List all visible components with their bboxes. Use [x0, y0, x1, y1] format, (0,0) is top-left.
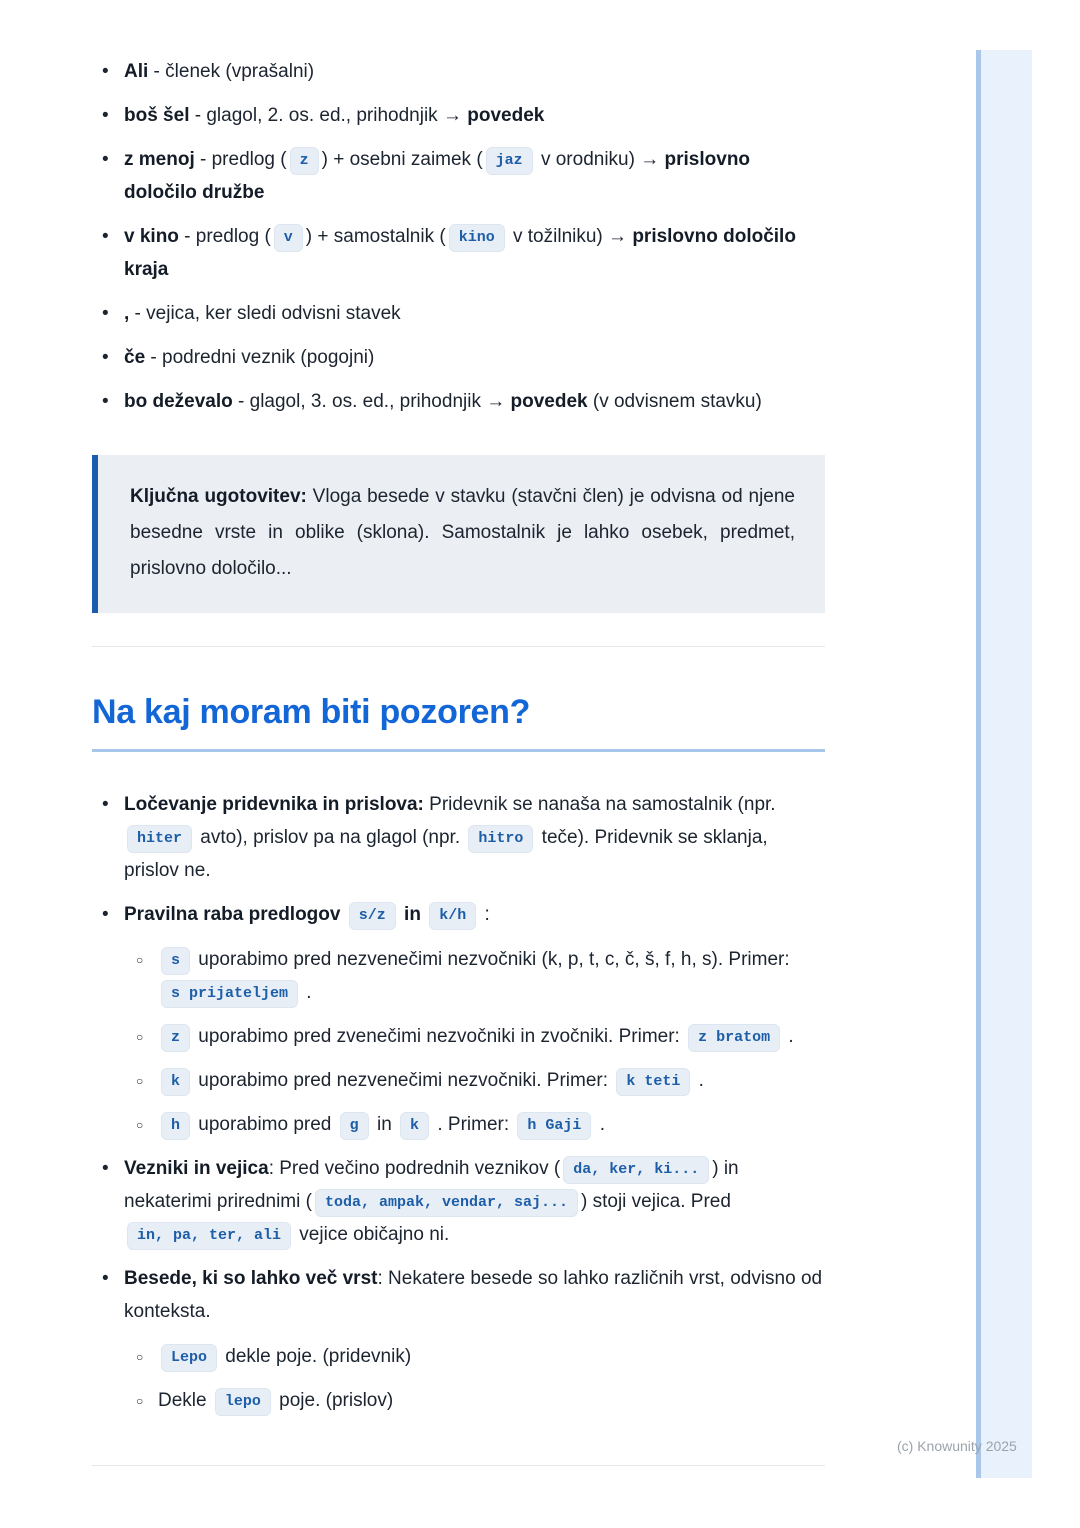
code-chip: k	[400, 1112, 429, 1140]
bold-text: prislovno določilo kraja	[124, 226, 796, 280]
code-chip: Lepo	[161, 1344, 217, 1372]
section-divider-top	[92, 646, 825, 647]
word-analysis-item: • , - vejica, ker sledi odvisni stavek	[124, 297, 825, 330]
attention-item: • Vezniki in vejica: Pred večino podrednih veznikov ( da, ker, ki... ) in nekaterimi prirednimi ( toda, ampak, vendar, saj... ) stoji vejica. Pred in, pa, ter, ali vejice običajno ni.	[124, 1152, 825, 1251]
code-chip: s prijateljem	[161, 980, 298, 1008]
sub-list-item: ○ Lepo dekle poje. (pridevnik)	[158, 1340, 825, 1373]
attention-item: • Pravilna raba predlogov s/z in k/h : ○ s uporabimo pred nezvenečimi nezvočniki (k, p, t, c, č, š, f, h, s). Primer: s prijateljem . ○ z uporabimo pred zvenečimi nezvočniki in zvočniki. Primer: z bratom . ○ k uporabimo pred nezvenečimi nezvočniki. Primer: k teti . ○ h uporabimo pred g in k . Primer: h Gaji .	[124, 898, 825, 1141]
attention-list	[92, 788, 825, 1417]
bold-text: povedek	[510, 391, 588, 412]
code-chip: z bratom	[688, 1024, 780, 1052]
code-chip: kino	[449, 224, 505, 252]
code-chip: v	[274, 224, 303, 252]
code-chip: z	[290, 147, 319, 175]
sub-list-item: ○ Dekle lepo poje. (prislov)	[158, 1384, 825, 1417]
code-chip: h	[161, 1112, 190, 1140]
document-page	[92, 55, 825, 1466]
attention-item: • Ločevanje pridevnika in prislova: Pridevnik se nanaša na samostalnik (npr. hiter avto), prislov pa na glagol (npr. hitro teče). Pridevnik se sklanja, prislov ne.	[124, 788, 825, 887]
bold-text: prislovno določilo družbe	[124, 149, 751, 203]
callout-body: Vloga besede v stavku (stavčni člen) je odvisna od njene besedne vrste in oblike (sklona). Samostalnik je lahko osebek, predmet, prislovno določilo...	[130, 486, 795, 579]
side-scroll-strip[interactable]	[976, 50, 1032, 1478]
callout-text	[130, 479, 795, 587]
code-chip: g	[340, 1112, 369, 1140]
sub-list	[124, 1340, 825, 1417]
code-chip: da, ker, ki...	[563, 1156, 709, 1184]
bold-text: v kino	[124, 226, 179, 247]
bold-text: ,	[124, 303, 130, 324]
word-analysis-item: • z menoj - predlog ( z ) + osebni zaimek ( jaz v orodniku) → prislovno določilo družbe	[124, 143, 825, 209]
code-chip: h Gaji	[517, 1112, 591, 1140]
word-analysis-item: • v kino - predlog ( v ) + samostalnik ( kino v tožilniku) → prislovno določilo kraja	[124, 220, 825, 286]
bold-text: Pravilna raba predlogov	[124, 904, 341, 925]
code-chip: z	[161, 1024, 190, 1052]
word-analysis-item: • če - podredni veznik (pogojni)	[124, 341, 825, 374]
word-analysis-list	[92, 55, 825, 418]
sub-list	[124, 943, 825, 1141]
code-chip: k/h	[429, 902, 476, 930]
code-chip: jaz	[486, 147, 533, 175]
code-chip: in, pa, ter, ali	[127, 1222, 291, 1250]
attention-item: • Besede, ki so lahko več vrst: Nekatere besede so lahko različnih vrst, odvisno od konteksta. ○ Lepo dekle poje. (pridevnik) ○ Dekle lepo poje. (prislov)	[124, 1262, 825, 1417]
code-chip: k	[161, 1068, 190, 1096]
sub-list-item: ○ z uporabimo pred zvenečimi nezvočniki in zvočniki. Primer: z bratom .	[158, 1020, 825, 1053]
word-analysis-item: • boš šel - glagol, 2. os. ed., prihodnjik → povedek	[124, 99, 825, 132]
bold-text: in	[404, 904, 421, 925]
bold-text: Besede, ki so lahko več vrst	[124, 1268, 378, 1289]
section-divider-bottom	[92, 1465, 825, 1466]
bold-text: bo deževalo	[124, 391, 233, 412]
attention-section	[92, 788, 825, 1417]
bold-text: Vezniki in vejica	[124, 1158, 269, 1179]
sub-list-item: ○ s uporabimo pred nezvenečimi nezvočniki (k, p, t, c, č, š, f, h, s). Primer: s prijateljem .	[158, 943, 825, 1009]
sub-list-item: ○ h uporabimo pred g in k . Primer: h Gaji .	[158, 1108, 825, 1141]
code-chip: hiter	[127, 825, 192, 853]
bold-text: povedek	[467, 105, 545, 126]
bold-text: z menoj	[124, 149, 195, 170]
key-finding-callout	[92, 455, 825, 613]
code-chip: toda, ampak, vendar, saj...	[315, 1189, 578, 1217]
word-analysis-item: • bo deževalo - glagol, 3. os. ed., prihodnjik → povedek (v odvisnem stavku)	[124, 385, 825, 418]
code-chip: hitro	[468, 825, 533, 853]
copyright-footer: (c) Knowunity 2025	[897, 1438, 1017, 1454]
bold-text: Ločevanje pridevnika in prislova:	[124, 794, 424, 815]
bold-text: Ali	[124, 61, 149, 82]
code-chip: s	[161, 947, 190, 975]
section-heading: Na kaj moram biti pozoren?	[92, 693, 825, 752]
callout-label: Ključna ugotovitev:	[130, 486, 307, 507]
bold-text: boš šel	[124, 105, 190, 126]
sub-list-item: ○ k uporabimo pred nezvenečimi nezvočniki. Primer: k teti .	[158, 1064, 825, 1097]
code-chip: lepo	[215, 1388, 271, 1416]
word-analysis-item: • Ali - členek (vprašalni)	[124, 55, 825, 88]
code-chip: k teti	[616, 1068, 690, 1096]
code-chip: s/z	[349, 902, 396, 930]
bold-text: če	[124, 347, 146, 368]
